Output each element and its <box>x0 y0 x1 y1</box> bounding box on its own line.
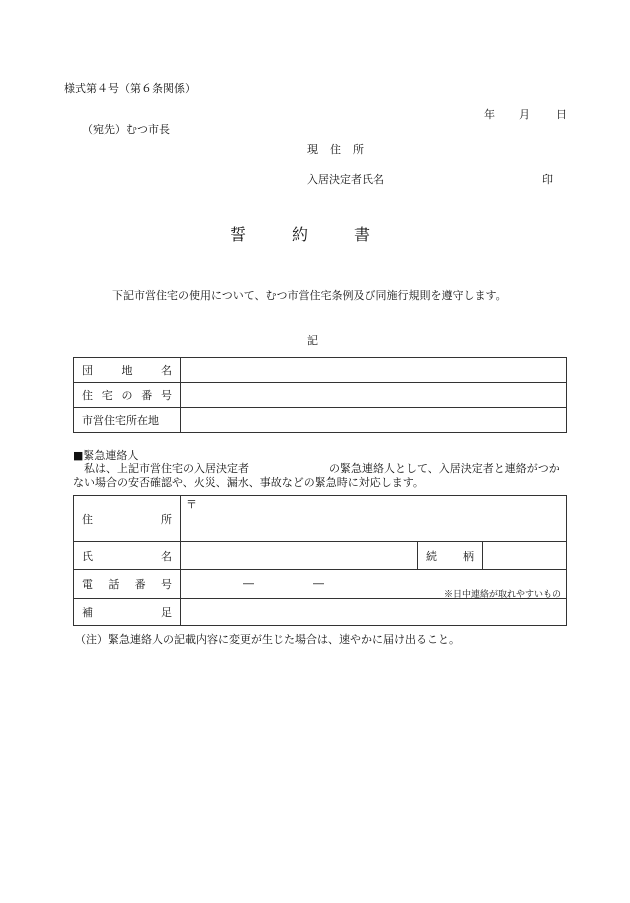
contact-address-label: 住 所 <box>82 512 172 526</box>
form-number: 様式第４号（第６条関係） <box>64 82 196 95</box>
emergency-text-2: の緊急連絡人として、入居決定者と連絡がつかない場合の安否確認や、火災、漏水、事故などの緊急時に対応します。 <box>73 462 560 489</box>
footnote: （注）緊急連絡人の記載内容に変更が生じた場合は、速やかに届け出ること。 <box>75 633 460 646</box>
date-month: 月 <box>519 108 530 121</box>
housing-table <box>73 357 567 433</box>
table-row <box>74 358 567 383</box>
estate-name-field[interactable] <box>181 358 567 383</box>
ki-heading: 記 <box>307 334 318 347</box>
phone-dash-1: ― <box>243 577 254 590</box>
table-row <box>74 383 567 408</box>
remarks-label-cell <box>74 599 181 626</box>
phone-note: ※日中連絡が取れやすいもの <box>444 590 562 600</box>
relation-label: 続 柄 <box>426 549 474 563</box>
housing-label <box>74 408 181 433</box>
contact-address-label-cell <box>74 496 181 542</box>
housing-location-field[interactable] <box>181 408 567 433</box>
estate-name-label: 団 地 名 <box>82 364 172 377</box>
table-row <box>74 542 567 570</box>
phone-label-cell <box>74 570 181 599</box>
relation-label-cell <box>418 542 483 570</box>
housing-label <box>74 358 181 383</box>
pledge-statement: 下記市営住宅の使用について、むつ市営住宅条例及び同施行規則を遵守します。 <box>112 289 507 302</box>
seal-mark: 印 <box>542 173 553 186</box>
contact-name-field[interactable] <box>181 542 418 570</box>
addressee: （宛先）むつ市長 <box>82 123 170 136</box>
date-day: 日 <box>556 108 567 121</box>
remarks-field[interactable] <box>181 599 567 626</box>
remarks-label: 補 足 <box>82 606 172 619</box>
emergency-paragraph <box>73 462 569 490</box>
unit-number-field[interactable] <box>181 383 567 408</box>
contact-name-label-cell <box>74 542 181 570</box>
table-row <box>74 496 567 542</box>
phone-dash-2: ― <box>313 577 324 590</box>
relation-field[interactable] <box>483 542 567 570</box>
postal-mark: 〒 <box>186 498 197 511</box>
phone-label: 電 話 番 号 <box>82 578 172 591</box>
table-row <box>74 599 567 626</box>
document-title: 誓約書 <box>230 225 417 244</box>
emergency-text-1: 私は、上記市営住宅の入居決定者 <box>84 462 249 475</box>
contact-name-label: 氏 名 <box>82 549 172 563</box>
applicant-name-label: 入居決定者氏名 <box>307 173 384 186</box>
emergency-contact-table <box>73 495 567 626</box>
contact-address-field[interactable] <box>181 496 567 542</box>
housing-label <box>74 383 181 408</box>
table-row <box>74 408 567 433</box>
unit-number-label: 住 宅 の 番 号 <box>82 389 172 402</box>
emergency-heading: ■緊急連絡人 <box>73 449 139 462</box>
date-year: 年 <box>484 108 495 121</box>
applicant-address-label: 現住所 <box>307 143 376 156</box>
housing-location-label: 市営住宅所在地 <box>82 414 159 427</box>
